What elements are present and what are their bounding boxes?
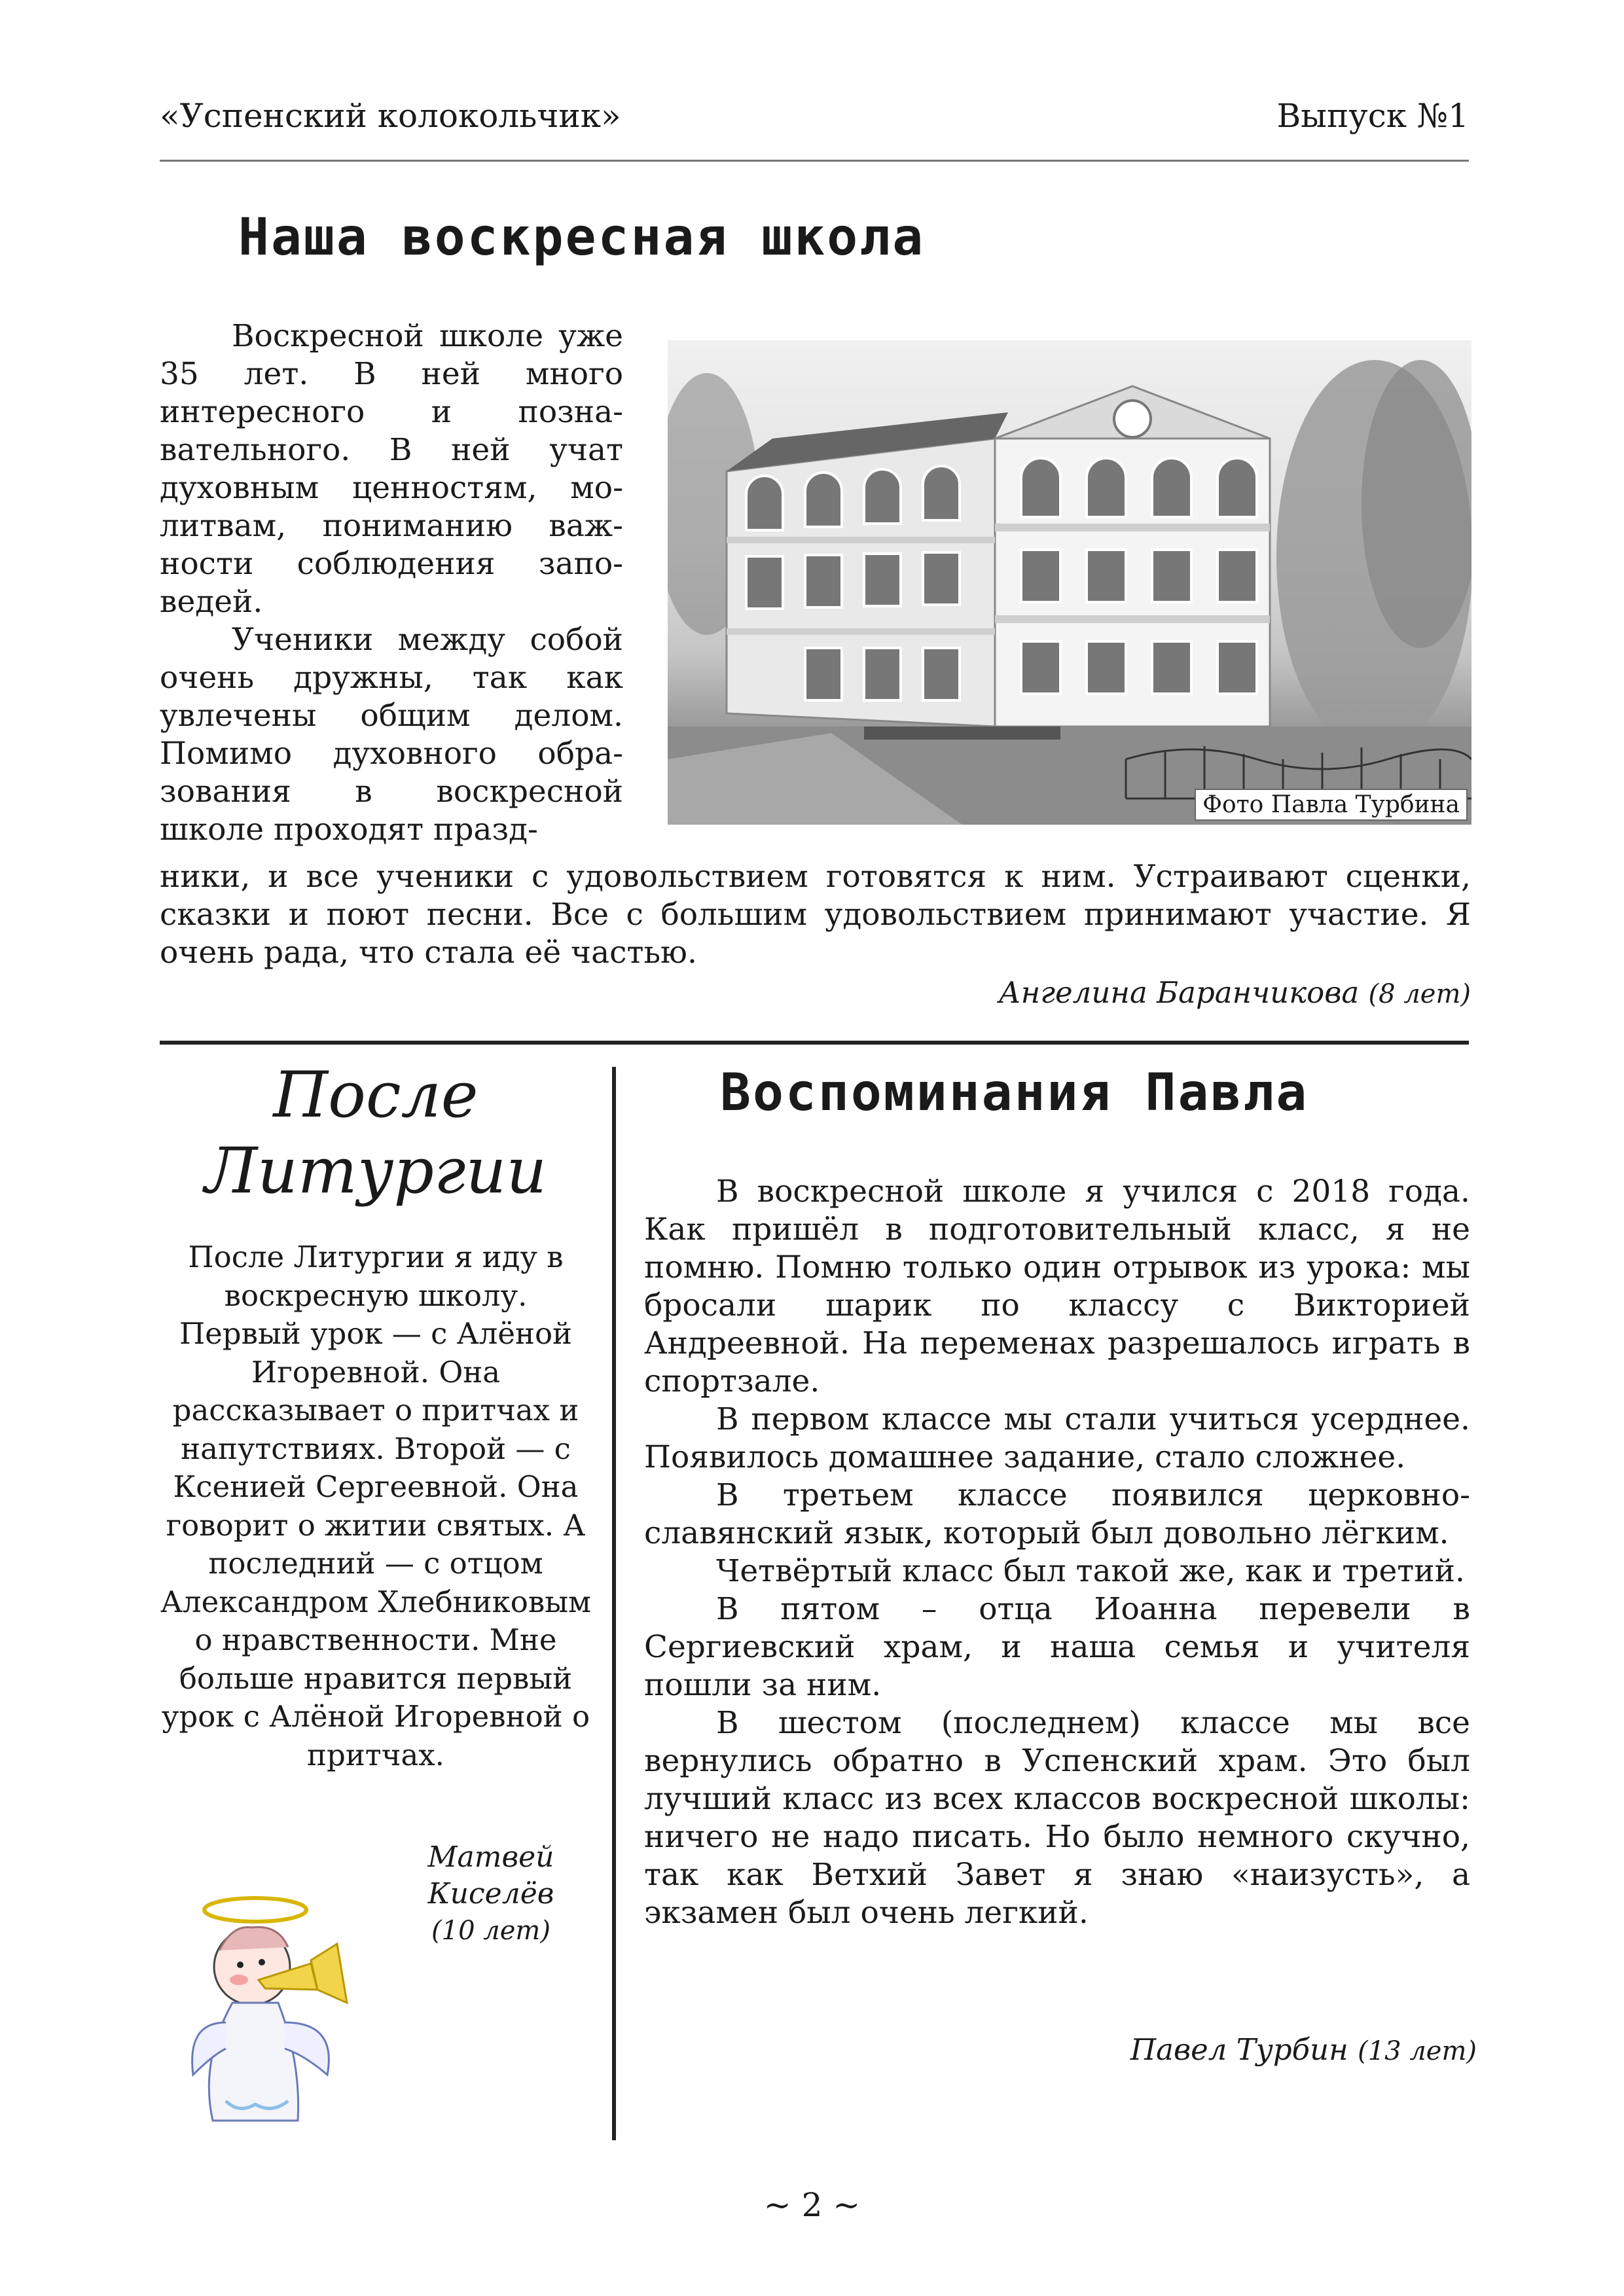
author-signature — [999, 975, 1471, 1010]
author-age: (13 лет) — [1358, 2036, 1477, 2066]
paragraph: В пятом – отца Иоанна перевели в Сергиевский храм, и наша семья и учителя пошли за ним. — [644, 1591, 1470, 1703]
author-age: (8 лет) — [1368, 979, 1471, 1009]
paragraph: В шестом (последнем) классе мы все вернулись обратно в Успенский храм. Это был лучший класс из всех классов воскресной школы: ничего не надо писать. Но было немного скучно, так как Ветхий Завет я знаю «наизусть», а экзамен был очень легкий. — [644, 1705, 1470, 1931]
author-surname: Киселёв — [427, 1877, 554, 1910]
article-body — [644, 1173, 1470, 1932]
article-title — [160, 1057, 592, 1209]
paragraph: ники, и все ученики с удовольствием готовятся к ним. Устраивают сценки, сказки и поют песни. Все с большим удовольствием принимают участие. Я очень рада, что стала её частью. — [160, 859, 1471, 971]
article-body-wrapped — [160, 317, 623, 849]
author-name: Павел Турбин — [1130, 2032, 1348, 2067]
paragraph: В третьем классе появился церковно-славянский язык, который был довольно лёгким. — [644, 1477, 1470, 1551]
page-number: ~ 2 ~ — [763, 2186, 861, 2224]
header-rule — [160, 160, 1469, 162]
author-name: Ангелина Баранчикова — [998, 975, 1360, 1010]
article-title: Наша воскресная школа — [238, 208, 926, 267]
paragraph: Воскресной школе уже 35 лет. В ней много интересного и позна-вательного. В ней учат духовным ценностям, мо-литвам, пониманию важ-ности соблюдения запо-ведей. — [160, 318, 623, 620]
paragraph: Ученики между собой очень дружны, так как увлечены общим делом. Помимо духовного обра-зования в воскресной школе проходят празд- — [160, 622, 623, 848]
issue-number: Выпуск №1 — [1276, 97, 1469, 135]
angel-drawing — [187, 1892, 370, 2140]
author-signature — [393, 1839, 589, 1949]
author-name: Матвей — [427, 1840, 554, 1874]
paragraph: В первом классе мы стали учиться усерднее. Появилось домашнее задание, стало сложнее. — [644, 1401, 1470, 1475]
paragraph: В воскресной школе я учился с 2018 года. Как пришёл в подготовительный класс, я не помню. Помню только один отрывок из урока: мы бросали шарик по классу с Викторией Андреевной. На переменах разрешалось играть в спортзале. — [644, 1174, 1470, 1399]
article-body-continuation — [160, 858, 1471, 972]
school-photo — [668, 340, 1471, 825]
author-age: (10 лет) — [431, 1916, 550, 1946]
photo-caption: Фото Павла Турбина — [1195, 789, 1468, 821]
building-illustration — [668, 340, 1471, 825]
author-signature — [1130, 2032, 1477, 2067]
article-body: После Литургии я иду в воскресную школу. Первый урок — с Алёной Игоревной. Она рассказывает о притчах и напутствиях. Второй — с Ксенией Сергеевной. Она говорит о житии святых. А последний — с отцом Александром Хлебниковым о нравственности. Мне больше нравится первый урок с Алёной Игоревной о притчах. — [160, 1240, 592, 1772]
title-line: После — [273, 1058, 478, 1132]
journal-title: «Успенский колокольчик» — [160, 97, 621, 135]
article-title: Воспоминания Павла — [720, 1064, 1309, 1122]
title-line: Литургии — [204, 1134, 547, 1208]
paragraph: Четвёртый класс был такой же, как и третий. — [716, 1553, 1465, 1589]
column-divider — [612, 1067, 616, 2140]
section-divider — [160, 1041, 1469, 1045]
